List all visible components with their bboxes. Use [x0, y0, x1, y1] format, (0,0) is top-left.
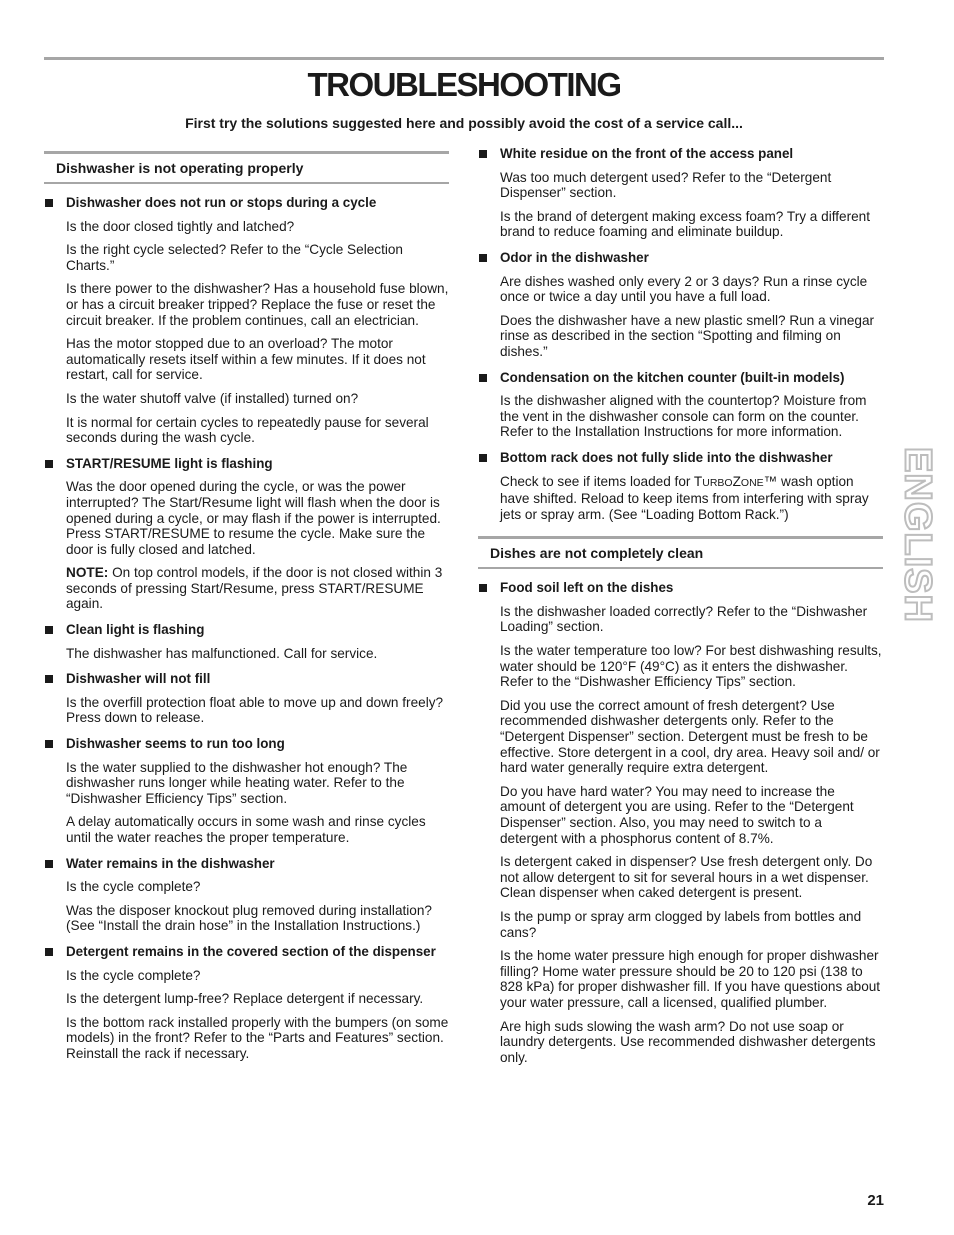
square-bullet-icon: [45, 740, 53, 748]
top-rule: [44, 57, 884, 60]
trouble-item: [44, 195, 449, 446]
item-heading: [478, 250, 883, 266]
page-number: 21: [867, 1192, 884, 1209]
solution-text: Was too much detergent used? Refer to the “Detergent Dispenser” section.: [500, 169, 832, 201]
section-heading: Dishwasher is not operating properly: [44, 151, 449, 184]
item-heading: [44, 736, 449, 752]
trouble-item: [44, 944, 449, 1062]
trouble-item: [44, 856, 449, 934]
note-label: NOTE:: [66, 565, 109, 581]
square-bullet-icon: [45, 199, 53, 207]
solution-text: Is the water shutoff valve (if installed) turned on?: [66, 390, 359, 406]
solution-text: Is the detergent lump-free? Replace detergent if necessary.: [66, 991, 424, 1007]
solution-text: Is the dishwasher aligned with the countertop? Moisture from the vent in the dishwasher console can form on the counter. Refer to the Installation Instructions for more information.: [500, 393, 867, 440]
solution-text: Is the home water pressure high enough for proper dishwasher filling? Home water pressure should be 20 to 120 psi (138 to 828 kPa) for proper dishwasher fill. If you have questions about your water pressure, call a licensed, qualified plumber.: [500, 948, 881, 1010]
small-caps-run: ONE: [740, 476, 764, 489]
item-title: Food soil left on the dishes: [500, 580, 674, 596]
item-title: White residue on the front of the access panel: [500, 146, 794, 161]
square-bullet-icon: [479, 454, 487, 462]
square-bullet-icon: [479, 150, 487, 158]
solution-text: Do you have hard water? You may need to increase the amount of detergent you are using. Refer to the “Detergent Dispenser” section. Also, you may need to switch to a detergent with a phosphorus content of 8.7%.: [500, 783, 854, 846]
solution-text: Is the cycle complete?: [66, 967, 201, 983]
item-title: Bottom rack does not fully slide into the dishwasher: [500, 449, 833, 465]
square-bullet-icon: [45, 460, 53, 468]
solution-text: Are high suds slowing the wash arm? Do not use soap or laundry detergents. Use recommended dishwasher detergents only.: [500, 1018, 876, 1065]
item-title: Dishwasher will not fill: [66, 671, 211, 687]
solution-text: Was the door opened during the cycle, or was the power interrupted? The Start/Resume light will flash when the door is opened during a cycle, or may flash if the power is interrupted. Press START/RESUME to resume the cycle. Make sure the door is fully closed and latched.: [66, 479, 441, 557]
square-bullet-icon: [45, 626, 53, 634]
trouble-item: [44, 736, 449, 846]
solution-text: Is the water temperature too low? For best dishwashing results, water should be 120°F (49°C) as it enters the dishwasher. Refer to the “Dishwasher Efficiency Tips” section.: [500, 643, 882, 690]
solution-text: Are dishes washed only every 2 or 3 days? Run a rinse cycle once or twice a day until you have a full load.: [500, 273, 868, 305]
text-run: ™ wash option have shifted. Reload to keep items from interfering with spray jets or spray arm. (See “Loading Bottom Rack.”): [500, 473, 869, 522]
trouble-item: [478, 370, 883, 440]
language-label: ENGLISH: [896, 446, 939, 623]
item-heading: [478, 146, 883, 162]
square-bullet-icon: [479, 254, 487, 262]
solution-text: Is the water supplied to the dishwasher hot enough? The dishwasher runs longer while heating water. Refer to the “Dishwasher Efficiency Tips” section.: [66, 759, 408, 806]
trouble-item: [478, 580, 883, 1065]
solution-text: Was the disposer knockout plug removed during installation? (See “Install the drain hose” in the Installation Instructions.): [66, 902, 432, 934]
square-bullet-icon: [45, 675, 53, 683]
intro-text: First try the solutions suggested here and possibly avoid the cost of a service call...: [185, 115, 743, 131]
square-bullet-icon: [45, 860, 53, 868]
item-heading: [44, 671, 449, 687]
item-title: Dishwasher does not run or stops during a cycle: [66, 195, 377, 210]
solution-text: Does the dishwasher have a new plastic smell? Run a vinegar rinse as described in the section “Spotting and filming on dishes.”: [500, 312, 875, 359]
page-title: TROUBLESHOOTING: [307, 66, 621, 103]
text-run: Z: [732, 473, 741, 489]
solution-text: Has the motor stopped due to an overload? The motor automatically resets itself within a few minutes. If it does not restart, call for service.: [66, 336, 426, 383]
item-heading: [478, 370, 883, 386]
item-title: Dishwasher seems to run too long: [66, 736, 285, 752]
solution-text: Is detergent caked in dispenser? Use fresh detergent only. Do not allow detergent to sit for several hours in a wet dispenser. Clean dispenser when caked detergent is present.: [500, 854, 873, 901]
item-title: Detergent remains in the covered section of the dispenser: [66, 943, 436, 959]
square-bullet-icon: [45, 948, 53, 956]
solution-text: Is the pump or spray arm clogged by labels from bottles and cans?: [500, 908, 862, 940]
item-heading: [44, 456, 449, 472]
item-heading: [44, 195, 449, 211]
trouble-item: [478, 146, 883, 240]
item-heading: [44, 622, 449, 638]
solution-text: Is the right cycle selected? Refer to the “Cycle Selection Charts.”: [66, 242, 403, 273]
solution-text: [500, 474, 883, 523]
trouble-item: [44, 456, 449, 612]
section-heading: Dishes are not completely clean: [478, 536, 883, 569]
item-title: Condensation on the kitchen counter (built-in models): [500, 369, 845, 385]
item-heading: [44, 856, 449, 872]
item-heading: [478, 580, 883, 596]
square-bullet-icon: [479, 374, 487, 382]
item-title: START/RESUME light is flashing: [66, 455, 273, 471]
solution-text: A delay automatically occurs in some wash and rinse cycles until the water reaches the proper temperature.: [66, 814, 426, 845]
solution-text: Is the overfill protection float able to move up and down freely? Press down to release.: [66, 694, 444, 726]
solution-text: Is the cycle complete?: [66, 879, 201, 895]
item-title: Clean light is flashing: [66, 622, 205, 638]
trouble-item: [44, 671, 449, 726]
trouble-item: [478, 450, 883, 522]
item-heading: [478, 450, 883, 466]
solution-text: It is normal for certain cycles to repeatedly pause for several seconds during the wash cycle.: [66, 414, 429, 446]
trouble-item: [44, 622, 449, 661]
right-column: [478, 144, 883, 1065]
item-heading: [44, 944, 449, 960]
note-body: On top control models, if the door is not closed within 3 seconds of pressing Start/Resume, press START/RESUME again.: [66, 565, 443, 612]
item-title: Odor in the dishwasher: [500, 249, 649, 265]
trouble-item: [478, 250, 883, 360]
solution-text: Is there power to the dishwasher? Has a household fuse blown, or has a circuit breaker tripped? Replace the fuse or reset the circuit breaker. If the problem continues, call an electrician.: [66, 281, 449, 328]
left-column: [44, 144, 449, 1062]
solution-text: Is the brand of detergent making excess foam? Try a different brand to reduce foaming and eliminate buildup.: [500, 208, 871, 240]
small-caps-run: URBO: [702, 476, 733, 489]
solution-text: Is the bottom rack installed properly with the bumpers (on some models) in the front? Refer to the “Parts and Features” section. Reinstall the rack if necessary.: [66, 1014, 449, 1061]
language-side-tab: [897, 447, 937, 622]
note-text: [66, 565, 449, 612]
solution-text: Did you use the correct amount of fresh detergent? Use recommended dishwasher detergents only. Refer to the “Detergent Dispenser” section. Detergent must be fresh to be effective. Store detergent in a cool, dry area. Heavy soil and/ or hard water generally require extra detergent.: [500, 697, 880, 776]
solution-text: Is the dishwasher loaded correctly? Refer to the “Dishwasher Loading” section.: [500, 603, 868, 635]
square-bullet-icon: [479, 584, 487, 592]
item-title: Water remains in the dishwasher: [66, 855, 275, 871]
text-run: Check to see if items loaded for T: [500, 473, 703, 489]
solution-text: Is the door closed tightly and latched?: [66, 218, 295, 234]
solution-text: The dishwasher has malfunctioned. Call for service.: [66, 645, 378, 661]
